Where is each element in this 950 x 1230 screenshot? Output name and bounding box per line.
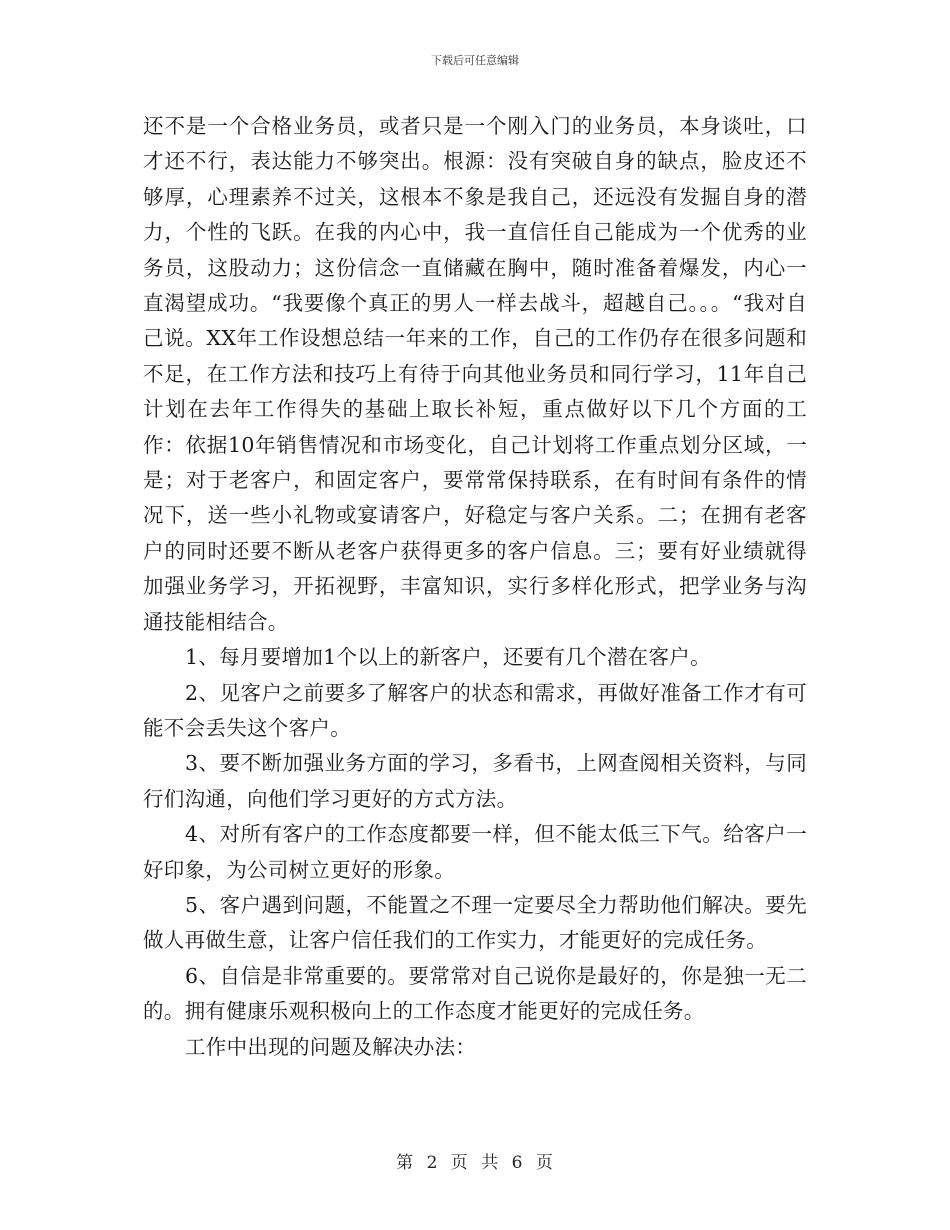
document-body bbox=[143, 109, 807, 1065]
paragraph-item-4: 4、对所有客户的工作态度都要一样，但不能太低三下气。给客户一好印象，为公司树立更好的形象。 bbox=[143, 822, 807, 882]
paragraph-item-2: 2、见客户之前要多了解客户的状态和需求，再做好准备工作才有可能不会丢失这个客户。 bbox=[143, 680, 807, 740]
paragraph-item-3: 3、要不断加强业务方面的学习，多看书，上网查阅相关资料，与同行们沟通，向他们学习更好的方式方法。 bbox=[143, 751, 807, 811]
page-number: 第 2 页 共 6 页 bbox=[396, 1153, 554, 1173]
paragraph-item-1: 1、每月要增加1个以上的新客户，还要有几个潜在客户。 bbox=[185, 645, 711, 670]
paragraph-intro: 还不是一个合格业务员，或者只是一个刚入门的业务员，本身谈吐，口才还不行，表达能力不够突出。根源：没有突破自身的缺点，脸皮还不够厚，心理素养不过关，这根本不象是我自己，还远没有发掘自身的潜力，个性的飞跃。在我的内心中，我一直信任自己能成为一个优秀的业务员，这股动力；这份信念一直储藏在胸中，随时准备着爆发，内心一直渴望成功。“我要像个真正的男人一样去战斗，超越自己。。。“我对自己说。XX年工作设想总结一年来的工作，自己的工作仍存在很多问题和不足，在工作方法和技巧上有待于向其他业务员和同行学习，11年自己计划在去年工作得失的基础上取长补短，重点做好以下几个方面的工作：依据10年销售情况和市场变化，自己计划将工作重点划分区域，一是；对于老客户，和固定客户，要常常保持联系，在有时间有条件的情况下，送一些小礼物或宴请客户，好稳定与客户关系。二；在拥有老客户的同时还要不断从老客户获得更多的客户信息。三；要有好业绩就得加强业务学习，开拓视野，丰富知识，实行多样化形式，把学业务与沟通技能相结合。 bbox=[143, 114, 807, 634]
paragraph-item-6: 6、自信是非常重要的。要常常对自己说你是最好的，你是独一无二的。拥有健康乐观积极向上的工作态度才能更好的完成任务。 bbox=[143, 963, 807, 1024]
paragraph-problems-heading: 工作中出现的问题及解决办法： bbox=[185, 1034, 477, 1059]
page-header-note: 下载后可任意编辑 bbox=[431, 54, 519, 67]
paragraph-item-5: 5、客户遇到问题，不能置之不理一定要尽全力帮助他们解决。要先做人再做生意，让客户信任我们的工作实力，才能更好的完成任务。 bbox=[143, 892, 807, 953]
